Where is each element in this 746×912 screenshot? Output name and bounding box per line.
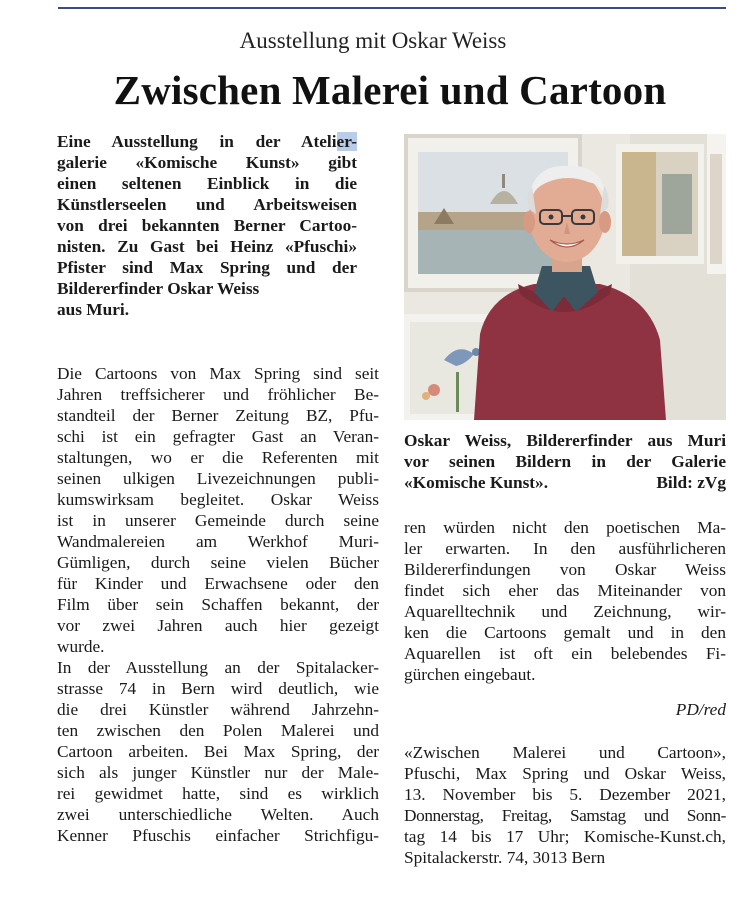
article-headline: Zwischen Malerei und Cartoon: [113, 67, 667, 113]
body-line: rei gewidmet hatte, sind es wirklich: [57, 784, 379, 803]
photo-credit: Bild: zVg: [656, 473, 726, 492]
body-line: ler erwarten. In den ausführlicheren: [404, 539, 726, 558]
lead-line: Eine Ausstellung in der Atelier-: [57, 132, 357, 151]
info-line: Pfuschi, Max Spring und Oskar Weiss,: [404, 764, 726, 783]
body-line: seinen ulkigen Livezeichnungen publi-: [57, 469, 379, 488]
body-line: Gümligen, durch seine vielen Bücher: [57, 553, 379, 572]
event-info: [404, 742, 726, 868]
body-line: ken die Cartoons gemalt und in den: [404, 623, 726, 642]
body-line: vor zwei Jahren auch hier gezeigt: [57, 616, 379, 635]
caption-line: vor seinen Bildern in der Galerie: [404, 452, 726, 471]
body-line: ten zwischen den Polen Malerei und: [57, 721, 379, 740]
body-line: für Kinder und Erwachsene oder den: [57, 574, 379, 593]
lead-line: einen seltenen Einblick in die: [57, 174, 357, 193]
lead-line: aus Muri.: [57, 300, 130, 319]
author-credit: PD/red: [675, 700, 726, 719]
info-line: «Zwischen Malerei und Cartoon»,: [404, 743, 726, 762]
body-line: Cartoon arbeiten. Bei Max Spring, der: [57, 742, 379, 761]
lead-line: Bildererfinder Oskar Weiss: [57, 279, 260, 298]
photo-caption: [404, 430, 726, 493]
lead-paragraph: [57, 131, 357, 320]
info-line: 13. November bis 5. Dezember 2021,: [404, 785, 726, 804]
lead-line: Künstlerseelen und Arbeitsweisen: [57, 195, 357, 214]
info-line: Donnerstag, Freitag, Samstag und Sonn-: [404, 806, 726, 825]
lead-line: galerie «Komische Kunst» gibt: [57, 153, 357, 172]
body-column-left: [57, 363, 379, 846]
body-line: Aquarellen ist oft ein belebendes Fi-: [404, 644, 726, 663]
text-selection-highlight[interactable]: er-: [336, 132, 357, 151]
body-line: schi ist ein gefragter Gast an Veran-: [57, 427, 379, 446]
body-line: Die Cartoons von Max Spring sind seit: [57, 364, 379, 383]
body-line: Aquarelltechnik und Zeichnung, wir-: [404, 602, 726, 621]
info-line: tag 14 bis 17 Uhr; Komische-Kunst.ch,: [404, 827, 726, 846]
caption-text: «Komische Kunst».: [404, 473, 549, 492]
body-line: standteil der Berner Zeitung BZ, Pfu-: [57, 406, 379, 425]
caption-line: [404, 472, 726, 493]
body-line: gürchen eingebaut.: [404, 665, 536, 684]
lead-line: Pfister sind Max Spring und der: [57, 258, 357, 277]
lead-line: von drei bekannten Berner Cartoo-: [57, 216, 357, 235]
body-column-right: [404, 517, 726, 685]
info-line: Spitalackerstr. 74, 3013 Bern: [404, 848, 606, 867]
body-line: ist in unserer Gemeinde durch seine: [57, 511, 379, 530]
caption-line: Oskar Weiss, Bildererfinder aus Muri: [404, 431, 726, 450]
body-line: findet sich eher das Miteinander von: [404, 581, 726, 600]
body-line: die drei Künstler während Jahrzehn-: [57, 700, 379, 719]
body-line: Wandmalereien am Werkhof Muri-: [57, 532, 379, 551]
article-kicker: Ausstellung mit Oskar Weiss: [239, 28, 507, 53]
body-line: ren würden nicht den poetischen Ma-: [404, 518, 726, 537]
body-line: kumswirksam begleitet. Oskar Weiss: [57, 490, 379, 509]
body-line: strasse 74 in Bern wird deutlich, wie: [57, 679, 379, 698]
lead-line: nisten. Zu Gast bei Heinz «Pfuschi»: [57, 237, 357, 256]
body-line: sich als junger Künstler nur der Male-: [57, 763, 379, 782]
body-line: Bildererfindungen von Oskar Weiss: [404, 560, 726, 579]
body-line: In der Ausstellung an der Spitalacker-: [57, 658, 379, 677]
body-line: wurde.: [57, 637, 105, 656]
body-line: Kenner Pfuschis einfacher Strichfigu-: [57, 826, 379, 845]
body-line: Film über sein Schaffen bekannt, der: [57, 595, 379, 614]
article-photo: [404, 134, 726, 420]
body-line: zwei unterschiedliche Welten. Auch: [57, 805, 379, 824]
body-line: Jahren treffsicherer und fröhlicher Be-: [57, 385, 379, 404]
top-rule: [58, 7, 726, 9]
body-line: staltungen, wo er die Referenten mit: [57, 448, 379, 467]
photo-illustration: [404, 134, 726, 420]
